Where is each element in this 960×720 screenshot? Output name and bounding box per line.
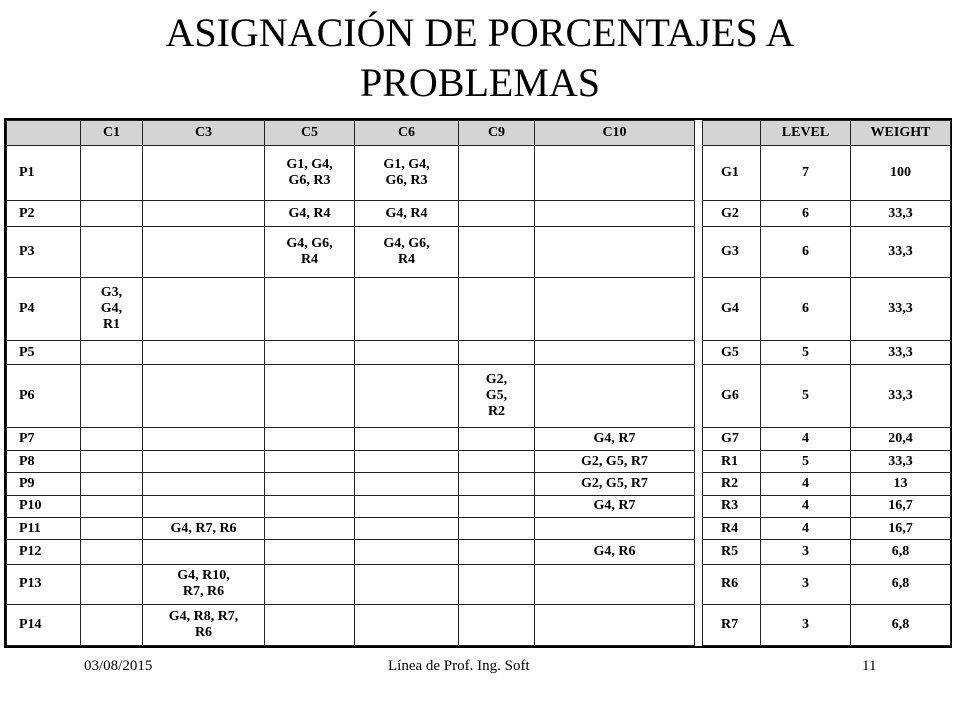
cell-c1 [81, 564, 143, 605]
cell-c5 [265, 428, 355, 450]
goal-level: 4 [761, 428, 851, 450]
gap-cell [695, 450, 703, 472]
problem-id: P6 [7, 365, 81, 428]
header-c3: C3 [143, 121, 265, 146]
title-line-2: PROBLEMAS [359, 60, 601, 105]
cell-c9 [459, 495, 535, 517]
cell-c5: G1, G4, G6, R3 [265, 146, 355, 201]
table-row [7, 365, 951, 428]
goal-id: G7 [703, 428, 761, 450]
assignment-table [6, 120, 951, 646]
table-row [7, 278, 951, 341]
cell-c6 [355, 428, 459, 450]
cell-c10: G2, G5, R7 [535, 450, 695, 472]
cell-c9 [459, 473, 535, 495]
cell-c1 [81, 146, 143, 201]
problem-id: P2 [7, 200, 81, 226]
goal-weight: 6,8 [851, 540, 951, 564]
problem-id: P5 [7, 341, 81, 365]
cell-c5 [265, 605, 355, 646]
problem-id: P12 [7, 540, 81, 564]
problem-id: P4 [7, 278, 81, 341]
cell-c3 [143, 365, 265, 428]
goal-level: 3 [761, 605, 851, 646]
slide-title [0, 8, 960, 108]
table-row [7, 146, 951, 201]
goal-id: R5 [703, 540, 761, 564]
cell-c10 [535, 517, 695, 539]
goal-id: R6 [703, 564, 761, 605]
goal-id: R1 [703, 450, 761, 472]
goal-weight: 6,8 [851, 605, 951, 646]
goal-weight: 33,3 [851, 278, 951, 341]
cell-c6 [355, 540, 459, 564]
problem-id: P14 [7, 605, 81, 646]
cell-c5: G4, R4 [265, 200, 355, 226]
goal-weight: 16,7 [851, 495, 951, 517]
table-row [7, 473, 951, 495]
goal-weight: 33,3 [851, 341, 951, 365]
problem-id: P10 [7, 495, 81, 517]
header-c1: C1 [81, 121, 143, 146]
cell-c3 [143, 146, 265, 201]
problem-id: P1 [7, 146, 81, 201]
table-row [7, 450, 951, 472]
cell-c9: G2, G5, R2 [459, 365, 535, 428]
goal-weight: 33,3 [851, 450, 951, 472]
goal-weight: 6,8 [851, 564, 951, 605]
cell-c9 [459, 146, 535, 201]
cell-c10 [535, 365, 695, 428]
gap-cell [695, 517, 703, 539]
cell-c10 [535, 278, 695, 341]
cell-c3 [143, 495, 265, 517]
problem-id: P11 [7, 517, 81, 539]
cell-c6 [355, 365, 459, 428]
cell-c3 [143, 540, 265, 564]
table-row [7, 428, 951, 450]
cell-c3 [143, 450, 265, 472]
cell-c9 [459, 341, 535, 365]
cell-c5 [265, 495, 355, 517]
goal-weight: 13 [851, 473, 951, 495]
cell-c10: G2, G5, R7 [535, 473, 695, 495]
cell-c5 [265, 450, 355, 472]
gap-cell [695, 365, 703, 428]
cell-c6: G4, R4 [355, 200, 459, 226]
cell-c9 [459, 540, 535, 564]
cell-c5 [265, 365, 355, 428]
goal-id: G4 [703, 278, 761, 341]
goal-id: G6 [703, 365, 761, 428]
problem-id: P9 [7, 473, 81, 495]
goal-weight: 33,3 [851, 200, 951, 226]
problem-id: P7 [7, 428, 81, 450]
gap-cell [695, 428, 703, 450]
table-body [7, 146, 951, 646]
cell-c10: G4, R7 [535, 428, 695, 450]
goal-level: 6 [761, 227, 851, 278]
goal-weight: 33,3 [851, 227, 951, 278]
cell-c3 [143, 278, 265, 341]
cell-c3: G4, R10, R7, R6 [143, 564, 265, 605]
cell-c10 [535, 200, 695, 226]
cell-c3 [143, 341, 265, 365]
gap-cell [695, 540, 703, 564]
cell-c10: G4, R6 [535, 540, 695, 564]
cell-c5 [265, 473, 355, 495]
cell-c3: G4, R7, R6 [143, 517, 265, 539]
cell-c10 [535, 605, 695, 646]
cell-c1 [81, 495, 143, 517]
cell-c9 [459, 227, 535, 278]
header-c10: C10 [535, 121, 695, 146]
goal-level: 6 [761, 200, 851, 226]
goal-id: R7 [703, 605, 761, 646]
cell-c5: G4, G6, R4 [265, 227, 355, 278]
cell-c6 [355, 517, 459, 539]
cell-c6 [355, 341, 459, 365]
cell-c10 [535, 564, 695, 605]
cell-c9 [459, 278, 535, 341]
goal-weight: 20,4 [851, 428, 951, 450]
goal-id: G3 [703, 227, 761, 278]
cell-c10: G4, R7 [535, 495, 695, 517]
header-c5: C5 [265, 121, 355, 146]
footer-date: 03/08/2015 [84, 658, 153, 674]
cell-c1 [81, 428, 143, 450]
cell-c9 [459, 428, 535, 450]
problem-id: P8 [7, 450, 81, 472]
cell-c9 [459, 450, 535, 472]
table-row [7, 564, 951, 605]
footer-page-number: 11 [862, 658, 877, 674]
goal-level: 5 [761, 450, 851, 472]
cell-c9 [459, 517, 535, 539]
cell-c3 [143, 428, 265, 450]
table-header [7, 121, 951, 146]
cell-c3: G4, R8, R7, R6 [143, 605, 265, 646]
gap-cell [695, 200, 703, 226]
cell-c1: G3, G4, R1 [81, 278, 143, 341]
goal-id: G5 [703, 341, 761, 365]
table-row [7, 540, 951, 564]
gap-cell [695, 278, 703, 341]
table-row [7, 200, 951, 226]
cell-c6 [355, 450, 459, 472]
assignment-table-frame [4, 118, 952, 648]
goal-level: 3 [761, 540, 851, 564]
cell-c5 [265, 517, 355, 539]
header-c9: C9 [459, 121, 535, 146]
cell-c1 [81, 540, 143, 564]
cell-c5 [265, 278, 355, 341]
problem-id: P13 [7, 564, 81, 605]
cell-c1 [81, 227, 143, 278]
goal-level: 6 [761, 278, 851, 341]
cell-c3 [143, 200, 265, 226]
goal-level: 5 [761, 341, 851, 365]
cell-c1 [81, 605, 143, 646]
cell-c1 [81, 517, 143, 539]
header-c6: C6 [355, 121, 459, 146]
gap-cell [695, 341, 703, 365]
table-row [7, 605, 951, 646]
cell-c6 [355, 605, 459, 646]
cell-c3 [143, 473, 265, 495]
cell-c1 [81, 341, 143, 365]
goal-level: 4 [761, 473, 851, 495]
cell-c5 [265, 341, 355, 365]
cell-c6 [355, 473, 459, 495]
footer-course: Línea de Prof. Ing. Soft [388, 658, 530, 674]
title-line-1: ASIGNACIÓN DE PORCENTAJES A [165, 10, 795, 55]
cell-c10 [535, 341, 695, 365]
gap-cell [695, 495, 703, 517]
cell-c3 [143, 227, 265, 278]
header-gap [695, 121, 703, 146]
cell-c5 [265, 564, 355, 605]
problem-id: P3 [7, 227, 81, 278]
table-row [7, 341, 951, 365]
cell-c6 [355, 564, 459, 605]
header-row [7, 121, 951, 146]
goal-weight: 33,3 [851, 365, 951, 428]
goal-id: R2 [703, 473, 761, 495]
gap-cell [695, 227, 703, 278]
goal-weight: 16,7 [851, 517, 951, 539]
header-problem [7, 121, 81, 146]
header-goal [703, 121, 761, 146]
cell-c1 [81, 473, 143, 495]
table-row [7, 495, 951, 517]
cell-c10 [535, 146, 695, 201]
goal-level: 4 [761, 517, 851, 539]
goal-level: 5 [761, 365, 851, 428]
goal-id: G2 [703, 200, 761, 226]
cell-c6: G4, G6, R4 [355, 227, 459, 278]
table-row [7, 517, 951, 539]
goal-level: 3 [761, 564, 851, 605]
cell-c9 [459, 200, 535, 226]
cell-c6 [355, 495, 459, 517]
gap-cell [695, 605, 703, 646]
gap-cell [695, 473, 703, 495]
goal-id: R3 [703, 495, 761, 517]
cell-c6: G1, G4, G6, R3 [355, 146, 459, 201]
header-weight: WEIGHT [851, 121, 951, 146]
goal-id: G1 [703, 146, 761, 201]
goal-id: R4 [703, 517, 761, 539]
cell-c1 [81, 200, 143, 226]
goal-level: 4 [761, 495, 851, 517]
cell-c9 [459, 564, 535, 605]
gap-cell [695, 564, 703, 605]
goal-weight: 100 [851, 146, 951, 201]
goal-level: 7 [761, 146, 851, 201]
cell-c9 [459, 605, 535, 646]
cell-c1 [81, 450, 143, 472]
cell-c1 [81, 365, 143, 428]
table-row [7, 227, 951, 278]
header-level: LEVEL [761, 121, 851, 146]
cell-c6 [355, 278, 459, 341]
cell-c5 [265, 540, 355, 564]
gap-cell [695, 146, 703, 201]
cell-c10 [535, 227, 695, 278]
